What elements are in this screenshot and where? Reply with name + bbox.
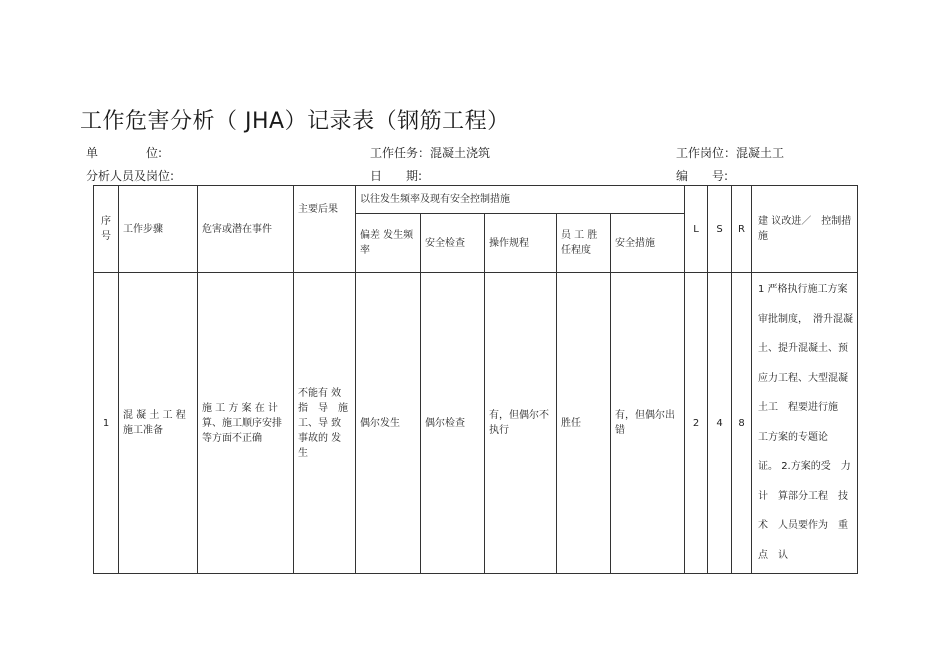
header-safety-measures: 安全措施 — [611, 214, 685, 273]
header-history-group: 以往发生频率及现有安全控制措施 — [356, 186, 685, 214]
row-safety-check: 偶尔检查 — [421, 273, 485, 574]
header-advice: 建 议改进／ 控制措施 — [752, 186, 858, 273]
row-procedure: 有，但偶尔不执行 — [485, 273, 557, 574]
date-label: 日 期: — [370, 169, 423, 183]
header-consequence: 主要后果 — [294, 186, 356, 273]
row-advice: 1 严格执行施工方案审批制度， 滑升混凝土、提升混凝土、预应力工程、大型混凝 土工 程要进行施 工方案的专题论 证。 2.方案的受 力计 算部分工程 技术 人员要作为 重点 认 — [752, 273, 858, 574]
row-competence: 胜任 — [557, 273, 611, 574]
row-safety-measures: 有，但偶尔出错 — [611, 273, 685, 574]
header-seq: 序号 — [94, 186, 119, 273]
header-step: 工作步骤 — [119, 186, 198, 273]
jha-table — [93, 185, 858, 574]
number-label: 编 号: — [676, 169, 729, 183]
header-hazard: 危害或潜在事件 — [198, 186, 294, 273]
analyst-label: 分析人员及岗位: — [86, 169, 175, 183]
header-r: R — [732, 186, 752, 273]
row-l: 2 — [685, 273, 708, 574]
header-deviation: 偏差 发生频率 — [356, 214, 421, 273]
row-consequence: 不能有 效指 导 施工、导 致事故的 发生 — [294, 273, 356, 574]
row-r: 8 — [732, 273, 752, 574]
row-s: 4 — [708, 273, 732, 574]
header-s: S — [708, 186, 732, 273]
header-l: L — [685, 186, 708, 273]
post-label: 工作岗位：混凝土工 — [676, 146, 785, 160]
task-label: 工作任务：混凝土浇筑 — [370, 146, 491, 160]
row-step: 混 凝 土 工 程施工准备 — [119, 273, 198, 574]
header-procedure: 操作规程 — [485, 214, 557, 273]
header-safety-check: 安全检查 — [421, 214, 485, 273]
page-title: 工作危害分析（ JHA）记录表（钢筋工程） — [80, 109, 510, 134]
header-competence: 员 工 胜任程度 — [557, 214, 611, 273]
row-deviation: 偶尔发生 — [356, 273, 421, 574]
row-seq: 1 — [94, 273, 119, 574]
table-row — [94, 273, 858, 574]
unit-label: 单 位: — [86, 146, 163, 160]
row-hazard: 施 工 方 案 在 计算、施工顺序安排等方面不正确 — [198, 273, 294, 574]
